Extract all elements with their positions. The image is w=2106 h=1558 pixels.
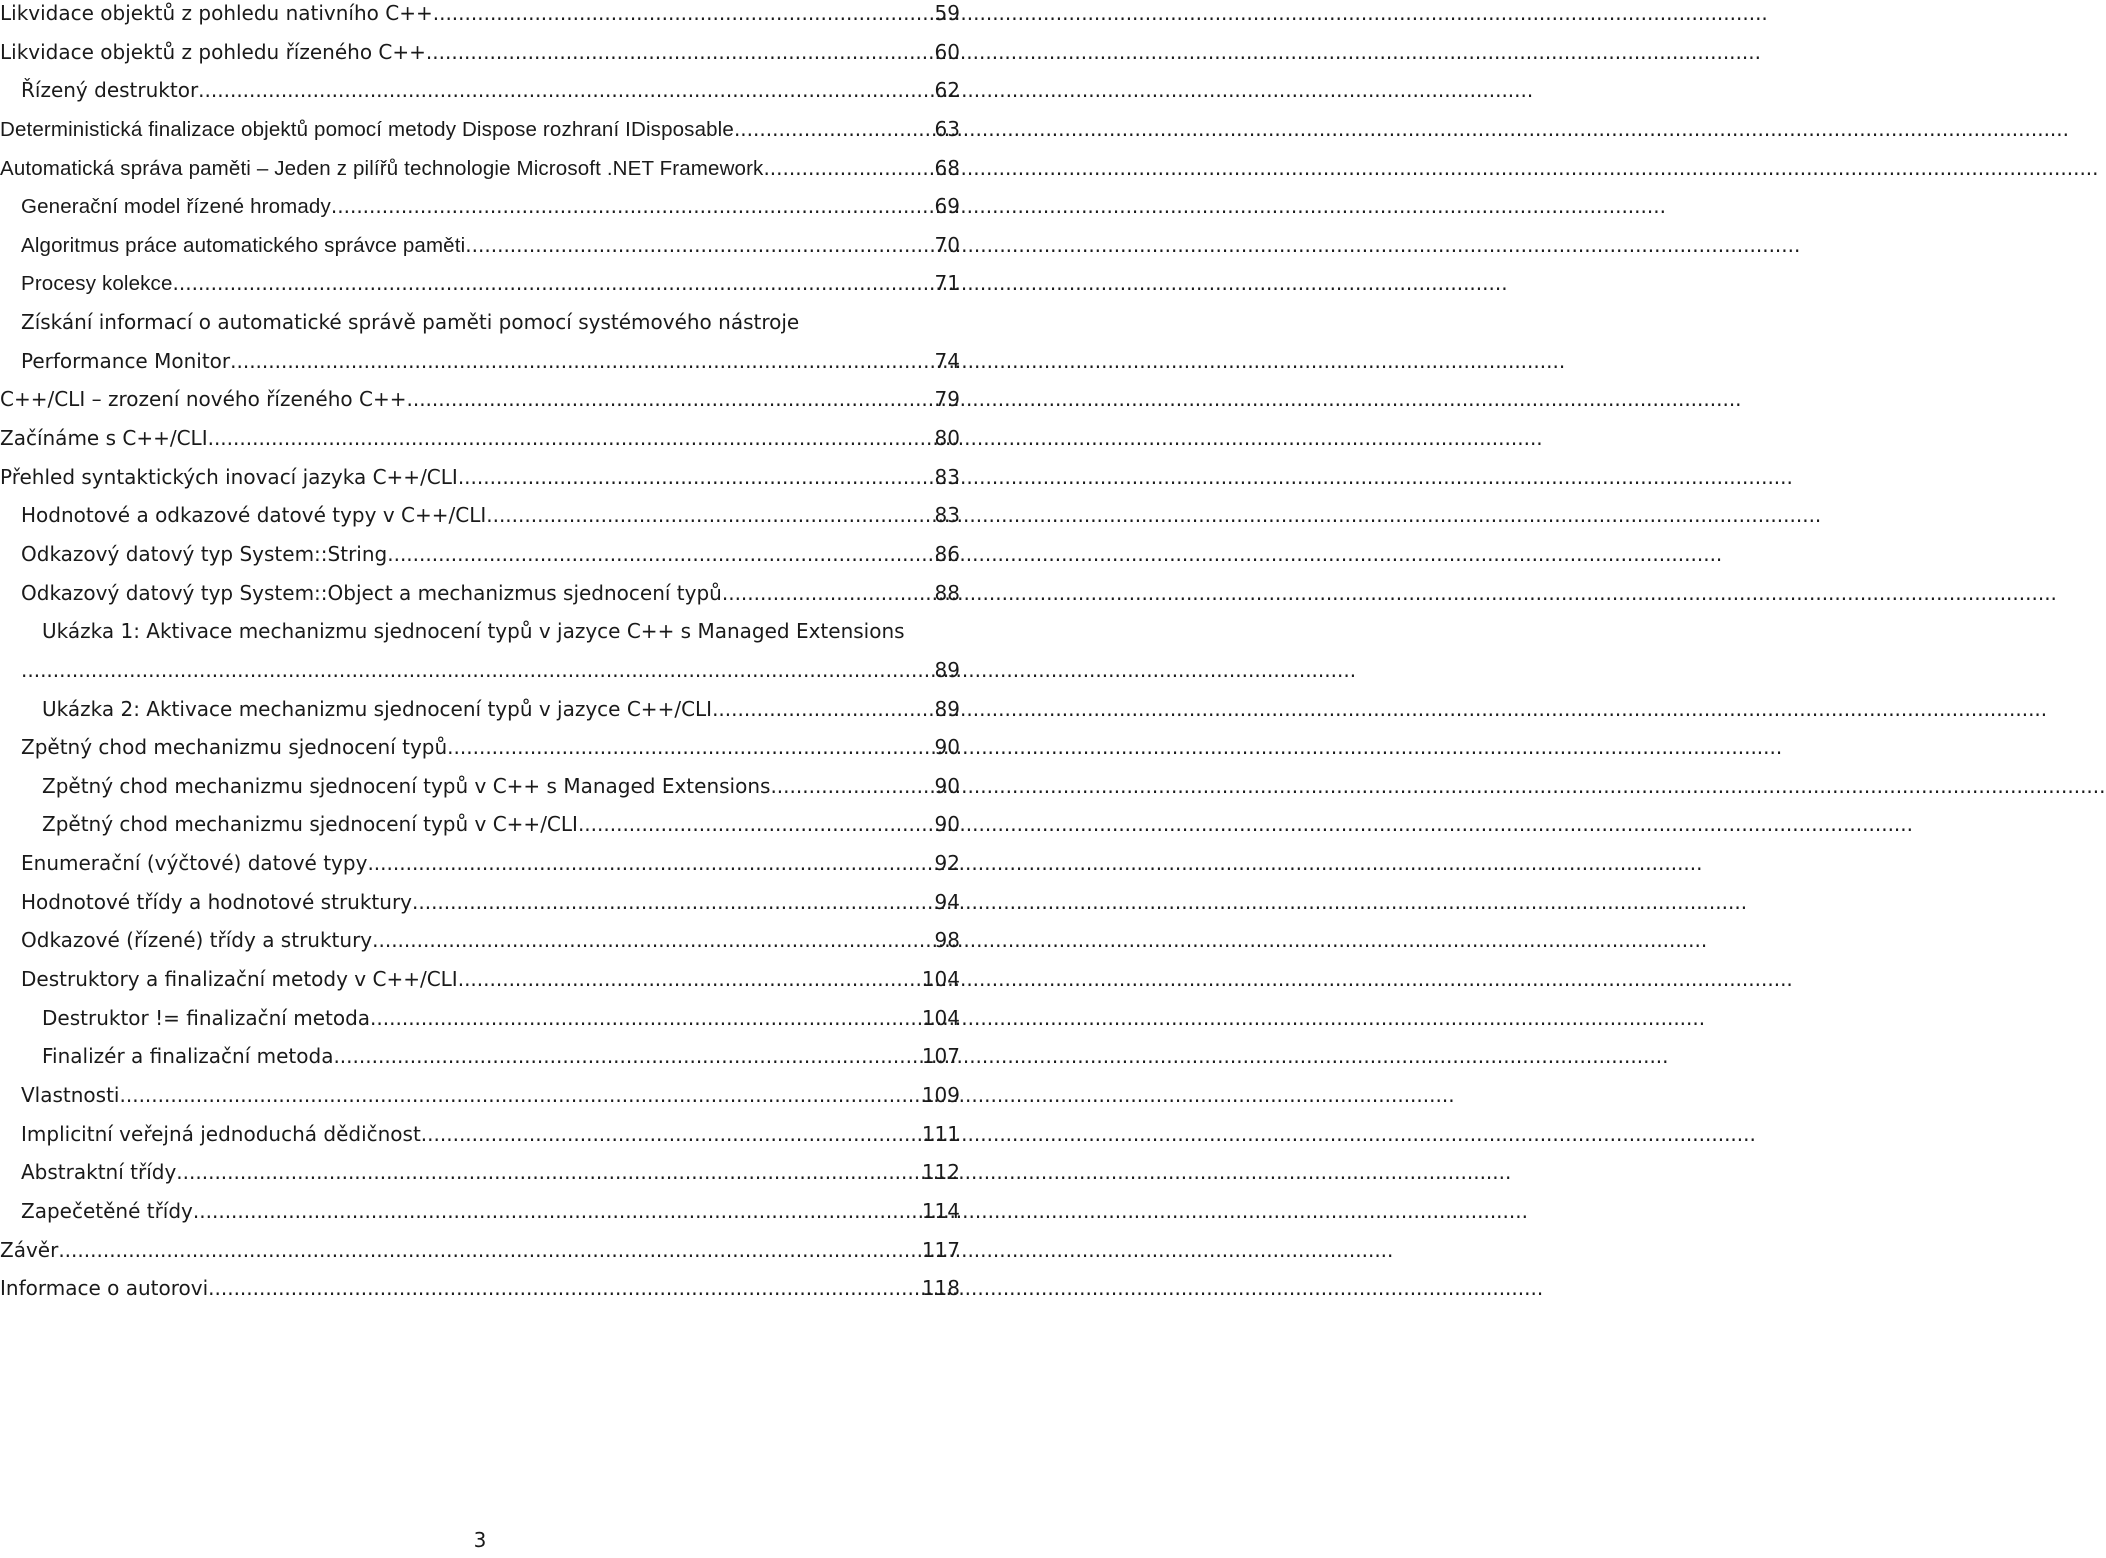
- toc-entry[interactable]: [0, 380, 960, 419]
- toc-entry-title: Zpětný chod mechanizmu sjednocení typů v C++ s Managed Extensions: [42, 773, 771, 798]
- toc-entry-page: 86: [934, 541, 960, 566]
- toc-entry-page: 90: [934, 812, 960, 837]
- toc-entry-title: Enumerační (výčtové) datové typy: [21, 851, 368, 876]
- toc-entry-title: Likvidace objektů z pohledu nativního C++: [0, 1, 433, 25]
- toc-dot-leader: [21, 651, 931, 690]
- toc-entry-title: Destruktor != finalizační metoda: [42, 1005, 371, 1030]
- toc-entry-title: Automatická správa paměti – Jeden z pilířů technologie Microsoft .NET Framework: [0, 156, 764, 180]
- toc-entry[interactable]: [0, 535, 960, 574]
- toc-dot-leader: [578, 805, 931, 844]
- toc-dot-leader: [458, 960, 918, 999]
- toc-entry[interactable]: [0, 805, 960, 844]
- toc-entry-page: 114: [921, 1198, 960, 1223]
- toc-dot-leader: [120, 1076, 918, 1115]
- toc-dot-leader: [770, 767, 930, 806]
- toc-entry-title: Zpětný chod mechanizmu sjednocení typů v C++/CLI: [42, 812, 578, 837]
- toc-dot-leader: [176, 1153, 918, 1192]
- toc-dot-leader: [458, 458, 931, 497]
- toc-entry-page: 90: [934, 735, 960, 760]
- toc-entry-page: 63: [934, 116, 960, 141]
- toc-dot-leader: [722, 574, 931, 613]
- toc-entry[interactable]: [0, 728, 960, 767]
- toc-dot-leader: [421, 1115, 918, 1154]
- table-of-contents: [0, 0, 960, 1308]
- toc-entry-page: 79: [934, 387, 960, 412]
- toc-entry[interactable]: [0, 187, 960, 226]
- toc-dot-leader: [406, 380, 930, 419]
- toc-entry[interactable]: [0, 1269, 960, 1308]
- toc-entry-page: 88: [934, 580, 960, 605]
- toc-entry-title: Finalizér a finalizační metoda: [42, 1044, 334, 1069]
- toc-entry[interactable]: [0, 264, 960, 303]
- toc-entry-title: Zapečetěné třídy: [21, 1198, 193, 1223]
- toc-dot-leader: [447, 728, 930, 767]
- toc-entry-title: Deterministická finalizace objektů pomocí metody Dispose rozhraní IDisposable: [0, 117, 734, 141]
- toc-dot-leader: [333, 1037, 917, 1076]
- toc-dot-leader: [433, 0, 931, 33]
- toc-entry[interactable]: [0, 496, 960, 535]
- toc-entry[interactable]: [0, 1192, 960, 1231]
- toc-entry-page: 59: [934, 1, 960, 25]
- toc-dot-leader: [58, 1231, 917, 1270]
- toc-entry[interactable]: [0, 921, 960, 960]
- toc-entry[interactable]: [0, 999, 960, 1038]
- toc-entry-title: Likvidace objektů z pohledu řízeného C++: [0, 39, 426, 64]
- page-number: 3: [473, 1528, 487, 1552]
- toc-entry[interactable]: [0, 226, 960, 265]
- toc-entry-title: Odkazový datový typ System::Object a mechanizmus sjednocení typů: [21, 580, 722, 605]
- toc-entry[interactable]: [0, 767, 960, 806]
- toc-entry[interactable]: [0, 303, 960, 342]
- toc-entry-page: 80: [934, 426, 960, 451]
- toc-dot-leader: [193, 1192, 918, 1231]
- toc-entry[interactable]: [0, 883, 960, 922]
- toc-entry-title: C++/CLI – zrození nového řízeného C++: [0, 387, 407, 412]
- toc-entry-title: Zpětný chod mechanizmu sjednocení typů: [21, 735, 448, 760]
- toc-dot-leader: [734, 110, 931, 149]
- toc-entry-page: 90: [934, 773, 960, 798]
- toc-entry-page: 68: [934, 155, 960, 180]
- toc-entry[interactable]: [0, 458, 960, 497]
- toc-dot-leader: [486, 496, 930, 535]
- toc-entry-title: Ukázka 2: Aktivace mechanizmu sjednocení typů v jazyce C++/CLI: [42, 696, 713, 721]
- toc-entry-title: Odkazové (řízené) třídy a struktury: [21, 928, 373, 953]
- toc-entry-title: Přehled syntaktických inovací jazyka C++/CLI: [0, 464, 458, 489]
- toc-entry-continuation[interactable]: [0, 342, 960, 381]
- toc-entry[interactable]: [0, 1076, 960, 1115]
- toc-entry[interactable]: [0, 1231, 960, 1270]
- toc-entry-title: Algoritmus práce automatického správce paměti: [21, 233, 466, 257]
- toc-entry-title: Generační model řízené hromady: [21, 195, 331, 219]
- toc-entry-page: 98: [934, 928, 960, 953]
- toc-entry[interactable]: [0, 1153, 960, 1192]
- toc-entry-page: 89: [934, 696, 960, 721]
- toc-entry[interactable]: [0, 574, 960, 613]
- toc-entry-title: Vlastnosti: [21, 1082, 120, 1107]
- toc-entry-page: 112: [921, 1160, 960, 1185]
- toc-dot-leader: [173, 264, 931, 303]
- toc-entry[interactable]: [0, 1037, 960, 1076]
- toc-entry[interactable]: [0, 419, 960, 458]
- toc-entry-title: Odkazový datový typ System::String: [21, 541, 388, 566]
- toc-entry-title: Hodnotové a odkazové datové typy v C++/CLI: [21, 503, 487, 528]
- toc-entry-page: 74: [934, 348, 960, 373]
- toc-entry[interactable]: [0, 0, 960, 33]
- toc-dot-leader: [412, 883, 931, 922]
- toc-entry-title: Performance Monitor: [21, 348, 231, 373]
- toc-entry-title: Hodnotové třídy a hodnotové struktury: [21, 889, 412, 914]
- toc-entry-title: Implicitní veřejná jednoduchá dědičnost: [21, 1121, 421, 1146]
- toc-entry-title: Řízený destruktor: [21, 78, 199, 103]
- toc-entry-title: Informace o autorovi: [0, 1276, 209, 1301]
- toc-entry[interactable]: [0, 110, 960, 149]
- toc-dot-leader: [387, 535, 930, 574]
- toc-entry-title: Získání informací o automatické správě paměti pomocí systémového nástroje: [21, 310, 800, 335]
- toc-entry[interactable]: [0, 33, 960, 72]
- toc-entry[interactable]: [0, 960, 960, 999]
- toc-entry[interactable]: [0, 844, 960, 883]
- toc-entry-title: Destruktory a finalizační metody v C++/CLI: [21, 967, 458, 992]
- toc-entry-page: 104: [921, 967, 960, 992]
- toc-dot-leader: [208, 1269, 918, 1308]
- toc-entry[interactable]: [0, 612, 960, 651]
- toc-entry[interactable]: [0, 690, 960, 729]
- toc-dot-leader: [367, 844, 930, 883]
- toc-entry-title: Začínáme s C++/CLI: [0, 426, 208, 451]
- toc-entry[interactable]: [0, 1115, 960, 1154]
- toc-entry-title: Procesy kolekce: [21, 272, 173, 296]
- toc-entry-page: 109: [921, 1082, 960, 1107]
- toc-entry-page: 118: [921, 1276, 960, 1301]
- toc-entry[interactable]: [0, 71, 960, 110]
- toc-entry-page: 117: [921, 1237, 960, 1262]
- toc-dot-leader: [426, 33, 931, 72]
- toc-entry-title: Ukázka 1: Aktivace mechanizmu sjednocení typů v jazyce C++ s Managed Extensions: [42, 619, 905, 644]
- toc-entry-page: 60: [934, 39, 960, 64]
- toc-entry-page: 83: [934, 503, 960, 528]
- toc-entry-page: 69: [934, 194, 960, 219]
- toc-entry-page: 111: [921, 1121, 960, 1146]
- toc-entry-page: 70: [934, 232, 960, 257]
- toc-dot-leader: [712, 690, 930, 729]
- toc-dot-leader: [208, 419, 931, 458]
- toc-entry-page: 62: [934, 78, 960, 103]
- toc-entry-page: 107: [921, 1044, 960, 1069]
- toc-entry-page: 83: [934, 464, 960, 489]
- toc-entry-page: 94: [934, 889, 960, 914]
- toc-dot-leader: [198, 71, 930, 110]
- toc-dot-leader: [370, 999, 918, 1038]
- toc-dot-leader: [465, 226, 930, 265]
- toc-entry-title: Abstraktní třídy: [21, 1160, 177, 1185]
- toc-dot-leader: [331, 187, 931, 226]
- toc-entry-continuation[interactable]: [0, 651, 960, 690]
- toc-entry[interactable]: [0, 149, 960, 188]
- toc-entry-page: 104: [921, 1005, 960, 1030]
- toc-dot-leader: [372, 921, 930, 960]
- toc-entry-title: Závěr: [0, 1237, 59, 1262]
- toc-dot-leader: [763, 149, 930, 188]
- toc-dot-leader: [230, 342, 930, 381]
- toc-entry-page: 89: [934, 657, 960, 682]
- toc-entry-page: 92: [934, 851, 960, 876]
- toc-entry-page: 71: [934, 271, 960, 296]
